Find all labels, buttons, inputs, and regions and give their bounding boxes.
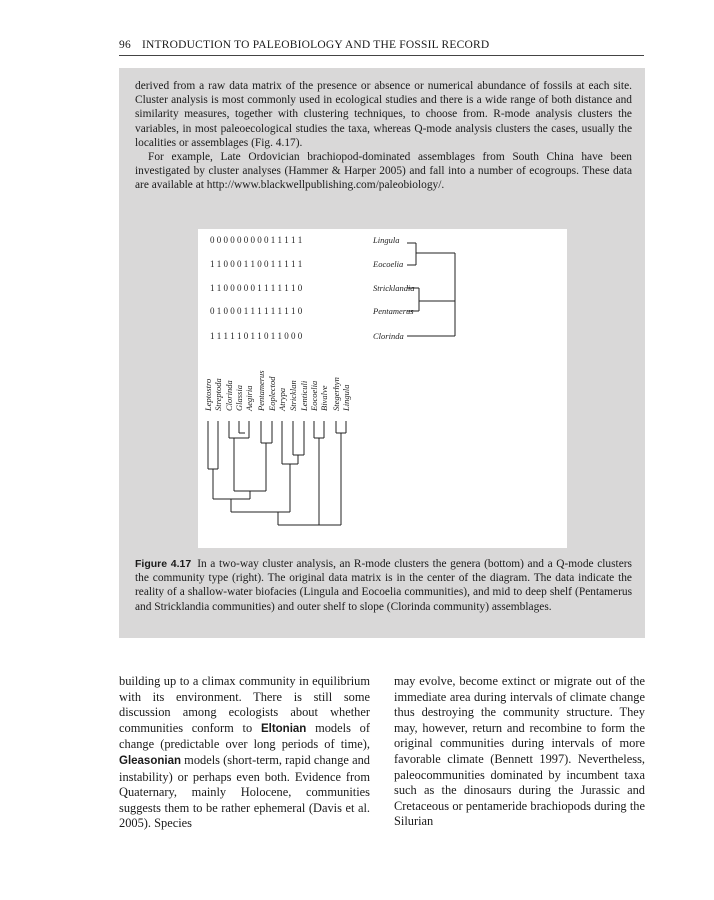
matrix-row: 1 1 0 0 0 1 1 0 0 1 1 1 1 1 [210,259,303,269]
community-label: Eocoelia [373,259,404,269]
matrix-row: 1 1 0 0 0 0 0 1 1 1 1 1 1 0 [210,283,303,293]
matrix-row: 0 0 0 0 0 0 0 0 0 1 1 1 1 1 [210,235,303,245]
genus-label: Clorinda [224,380,234,411]
caption-label: Figure 4.17 [135,558,192,570]
box-paragraph-2: For example, Late Ordovician brachiopod-dominated assemblages from South China have been investigated by cluster analyses (Hammer & Harper 2005) and fall into a number of ecogroups. These data are available at http://www.blackwellpublishing.com/paleobiology/. [135,151,632,192]
genus-label: Atrypa [277,387,287,411]
genus-label: Lingula [341,384,351,411]
body-column-right: may evolve, become extinct or migrate out of the immediate area during intervals of climate change thus destroying the community structure. They may, however, return and recombine to form the original communities during intervals of more favorable climate (Bennett 1997). Nevertheless, paleocommunities dominated by incumbent taxa such as the dinosaurs during the Jurassic and Cretaceous or pentameride brachiopods during the Silurian [394,674,645,829]
figure-4-17 [198,229,567,548]
community-label: Pentamerus [373,306,414,316]
body-column-left [119,674,370,832]
genus-label: Leptostro [203,378,213,411]
running-header [119,39,644,56]
figure-caption [135,557,632,614]
genus-label: Aegiria [244,385,254,411]
community-label: Stricklandia [373,283,415,293]
genus-label: Lenticuli [299,380,309,411]
community-label: Clorinda [373,331,404,341]
left-text-2: models of change (predictable over long periods of time), [119,720,370,752]
genus-label: Bivalve [319,385,329,411]
genus-label: Stricklan [288,380,298,411]
left-text-1: building up to a climax community in equilibrium with its environment. There is still some discussion among ecologists about whether communities conform to [119,674,370,735]
genus-label: Streptoda [213,378,223,411]
term-eltonian: Eltonian [260,722,307,735]
page-number: 96 [119,39,131,51]
matrix-row: 1 1 1 1 1 0 1 1 0 1 1 0 0 0 [210,331,303,341]
caption-text: In a two-way cluster analysis, an R-mode clusters the genera (bottom) and a Q-mode clusters the community type (right). The original data matrix is in the center of the diagram. The data indicate the reality of a shallow-water biofacies (Lingula and Eocoelia communities), and mid to deep shelf (Pentamerus and Stricklandia communities) and outer shelf to slope (Clorinda community) assemblages. [135,558,632,613]
term-gleasonian: Gleasonian [119,754,181,767]
community-label: Lingula [373,235,400,245]
genus-label: Pentamerus [256,370,266,411]
box-text [135,79,632,193]
running-title: INTRODUCTION TO PALEOBIOLOGY AND THE FOSSIL RECORD [141,39,490,51]
left-text-3: models (short-term, rapid change and instability) or perhaps even both. Evidence from Quaternary, mainly Holocene, communities suggests them to be rather ephemeral (Davis et al. 2005). Species [119,752,370,831]
genus-label: Eoplectod [267,376,277,411]
genus-label: Eocoelia [309,380,319,411]
box-paragraph-1: derived from a raw data matrix of the presence or absence or numerical abundance of fossils at each site. Cluster analysis is most commonly used in ecological studies and there is a wide range of both distance and similarity measures, together with clustering techniques, to choose from. R-mode analysis clusters the variables, in most paleoecological studies the taxa, whereas Q-mode analysis clusters the cases, usually the localities or assemblages (Fig. 4.17). [135,80,632,149]
matrix-row: 0 1 0 0 0 1 1 1 1 1 1 1 1 0 [210,306,303,316]
genus-label: Glassia [234,385,244,411]
genus-label: Stegerhyn [331,377,341,411]
cluster-diagram [198,229,567,548]
